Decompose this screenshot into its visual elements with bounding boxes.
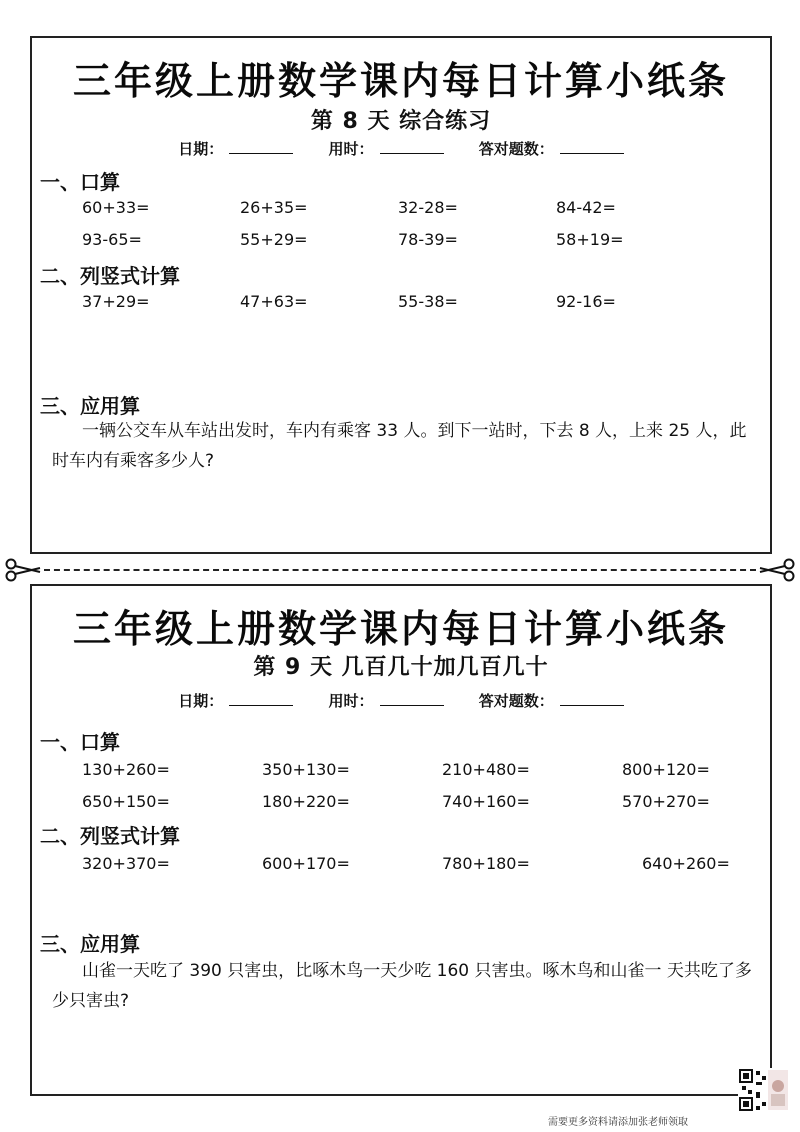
correct-count-label: 答对题数： [478, 140, 554, 158]
applied-problem-text: 一辆公交车从车站出发时，车内有乘客 33 人。到下一站时，下去 8 人，上来 25 人，此时车内有乘客多少人? [52, 421, 747, 471]
oral-item: 32-28= [398, 198, 458, 217]
cut-line [0, 558, 800, 582]
oral-item: 93-65= [82, 230, 142, 249]
oral-row-2 [32, 792, 770, 816]
vertical-item: 320+370= [82, 854, 170, 873]
vertical-item: 47+63= [240, 292, 308, 311]
worksheet-slip-day9 [30, 584, 772, 1096]
correct-count-label: 答对题数： [478, 692, 554, 710]
date-label: 日期： [178, 692, 224, 710]
vertical-row [32, 292, 770, 316]
date-blank [229, 691, 293, 706]
vertical-item: 640+260= [642, 854, 730, 873]
dashed-divider [44, 569, 756, 571]
oral-item: 78-39= [398, 230, 458, 249]
time-blank [380, 691, 444, 706]
time-label: 用时： [328, 140, 374, 158]
oral-item: 130+260= [82, 760, 170, 779]
section-vertical-heading: 二、列竖式计算 [40, 824, 180, 848]
scissors-icon [4, 558, 42, 582]
oral-item: 84-42= [556, 198, 616, 217]
oral-item: 800+120= [622, 760, 710, 779]
time-label: 用时： [328, 692, 374, 710]
slip-subtitle: 第 9 天 几百几十加几百几十 [253, 655, 549, 680]
oral-row-1 [32, 198, 770, 222]
vertical-item: 37+29= [82, 292, 150, 311]
vertical-row [32, 854, 770, 878]
worksheet-slip-day8 [30, 36, 772, 554]
vertical-item: 600+170= [262, 854, 350, 873]
vertical-item: 92-16= [556, 292, 616, 311]
meta-row [32, 138, 770, 159]
slip-title: 三年级上册数学课内每日计算小纸条 [72, 606, 729, 651]
date-label: 日期： [178, 140, 224, 158]
qr-code-icon [738, 1068, 790, 1112]
oral-item: 650+150= [82, 792, 170, 811]
date-blank [229, 139, 293, 154]
oral-item: 740+160= [442, 792, 530, 811]
time-blank [380, 139, 444, 154]
section-oral-heading: 一、口算 [40, 170, 120, 194]
oral-row-1 [32, 760, 770, 784]
vertical-item: 55-38= [398, 292, 458, 311]
correct-count-blank [560, 139, 624, 154]
slip-title: 三年级上册数学课内每日计算小纸条 [72, 58, 729, 103]
oral-row-2 [32, 230, 770, 254]
section-applied-heading: 三、应用算 [40, 932, 140, 956]
scissors-icon [758, 558, 796, 582]
oral-item: 60+33= [82, 198, 150, 217]
meta-row [32, 690, 770, 711]
oral-item: 55+29= [240, 230, 308, 249]
applied-problem-text: 山雀一天吃了 390 只害虫，比啄木鸟一天少吃 160 只害虫。啄木鸟和山雀一 天共吃了多少只害虫? [52, 961, 752, 1011]
oral-item: 26+35= [240, 198, 308, 217]
oral-item: 58+19= [556, 230, 624, 249]
section-vertical-heading: 二、列竖式计算 [40, 264, 180, 288]
oral-item: 210+480= [442, 760, 530, 779]
section-applied-heading: 三、应用算 [40, 394, 140, 418]
slip-subtitle: 第 8 天 综合练习 [310, 109, 492, 134]
oral-item: 180+220= [262, 792, 350, 811]
section-oral-heading: 一、口算 [40, 730, 120, 754]
correct-count-blank [560, 691, 624, 706]
footer-note: 需要更多资料请添加张老师领取 [548, 1117, 688, 1128]
oral-item: 570+270= [622, 792, 710, 811]
oral-item: 350+130= [262, 760, 350, 779]
vertical-item: 780+180= [442, 854, 530, 873]
